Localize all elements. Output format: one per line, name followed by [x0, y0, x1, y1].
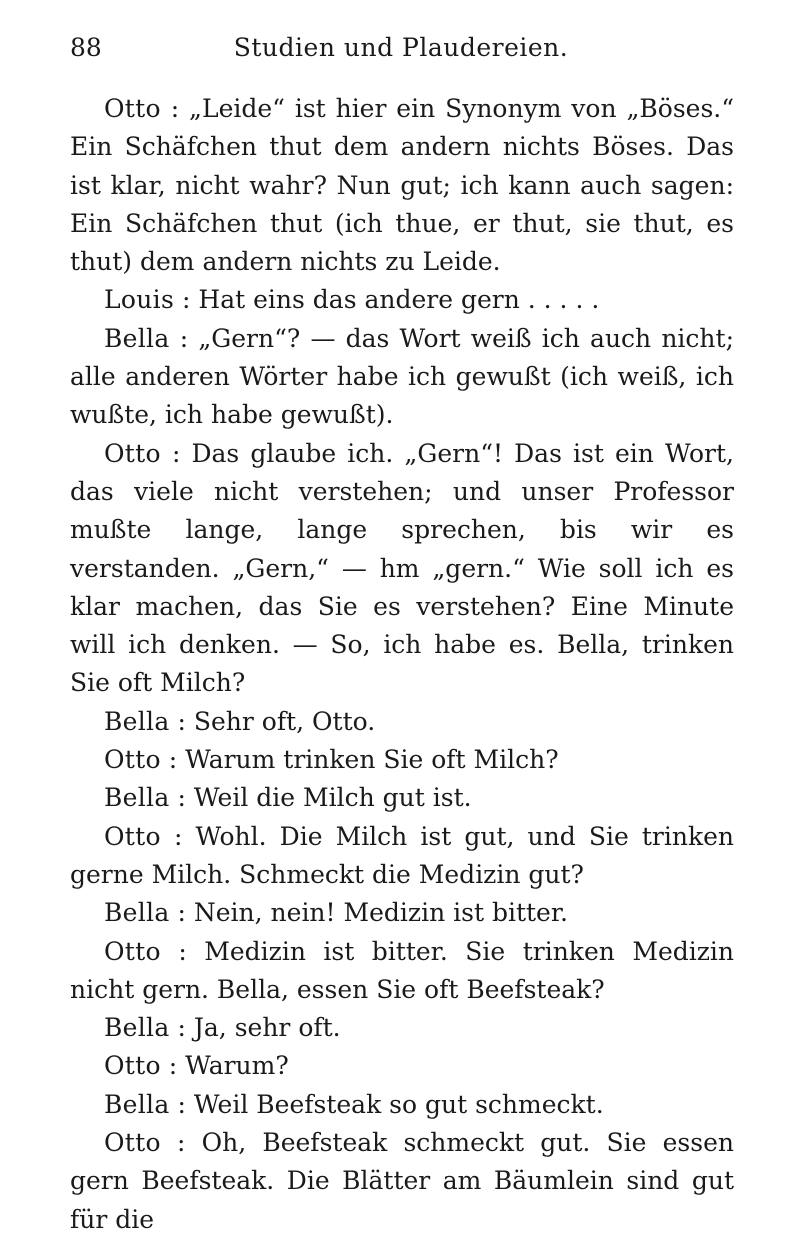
speech-text: : „Gern“? — das Wort weiß ich auch nicht; alle anderen Wörter habe ich gewußt (ich weiß, ich wußte, ich habe gewußt).: [70, 323, 734, 430]
speech-text: : Das glaube ich. „Gern“! Das ist ein Wort, das viele nicht verstehen; und unser Professor mußte lange, lange sprechen, bis wir es verstanden. „Gern,“ — hm „gern.“ Wie soll ich es klar machen, das Sie es verstehen? Eine Minute will ich denken. — So, ich habe es. Bella, trinken Sie oft Milch?: [70, 438, 734, 698]
speaker-name: Otto: [104, 821, 161, 851]
speaker-name: Bella: [104, 783, 170, 813]
speaker-name: Bella: [104, 898, 170, 928]
speaker-name: Otto: [104, 745, 161, 775]
running-title: Studien und Plaudereien.: [233, 33, 569, 62]
dialogue-paragraph: [70, 779, 734, 817]
speech-text: : Warum?: [168, 1051, 289, 1081]
speaker-name: Louis: [104, 285, 175, 315]
speech-text: : Weil die Milch gut ist.: [177, 783, 472, 813]
speaker-name: Bella: [104, 1089, 170, 1119]
speech-text: : Hat eins das andere gern . . . . .: [182, 285, 600, 315]
speech-text: : Nein, nein! Medizin ist bitter.: [177, 898, 568, 928]
speech-text: : Medizin ist bitter. Sie trinken Medizin nicht gern. Bella, essen Sie oft Beefsteak?: [70, 936, 735, 1004]
dialogue-paragraph: [70, 1009, 734, 1047]
dialogue-paragraph: [70, 281, 734, 319]
running-head: [70, 30, 732, 66]
speech-text: : Sehr oft, Otto.: [177, 706, 376, 736]
dialogue-paragraph: [70, 933, 734, 1010]
dialogue-paragraph: [70, 818, 734, 895]
speech-text: : Weil Beefsteak so gut schmeckt.: [177, 1089, 604, 1119]
dialogue-paragraph: [70, 741, 734, 779]
dialogue-text: [70, 90, 734, 1239]
speaker-name: Otto: [104, 936, 161, 966]
speaker-name: Otto: [104, 94, 161, 123]
dialogue-paragraph: [70, 320, 734, 435]
speaker-name: Otto: [104, 1128, 161, 1158]
speech-text: : Ja, sehr oft.: [177, 1013, 341, 1043]
page-number: 88: [70, 33, 102, 62]
speech-text: : Oh, Beefsteak schmeckt gut. Sie essen gern Beefsteak. Die Blätter am Bäumlein sind gut für die: [70, 1128, 734, 1234]
speaker-name: Otto: [104, 438, 161, 468]
dialogue-paragraph: [70, 90, 734, 281]
dialogue-paragraph: [70, 1047, 734, 1085]
speaker-name: Bella: [104, 323, 170, 353]
speech-text: : Wohl. Die Milch ist gut, und Sie trinken gerne Milch. Schmeckt die Medizin gut?: [70, 821, 734, 889]
speech-text: : Warum trinken Sie oft Milch?: [168, 745, 559, 775]
dialogue-paragraph: [70, 1086, 734, 1124]
dialogue-paragraph: [70, 703, 734, 741]
speaker-name: Otto: [104, 1051, 161, 1081]
dialogue-paragraph: [70, 435, 734, 703]
speaker-name: Bella: [104, 706, 170, 736]
speaker-name: Bella: [104, 1013, 170, 1043]
speech-text: : „Leide“ ist hier ein Synonym von „Böses.“ Ein Schäfchen thut dem andern nichts Böses. Das ist klar, nicht wahr? Nun gut; ich kann auch sagen: Ein Schäfchen thut (ich thue, er thut, sie thut, es thut) dem andern nichts zu Leide.: [70, 94, 734, 277]
dialogue-paragraph: [70, 894, 734, 932]
